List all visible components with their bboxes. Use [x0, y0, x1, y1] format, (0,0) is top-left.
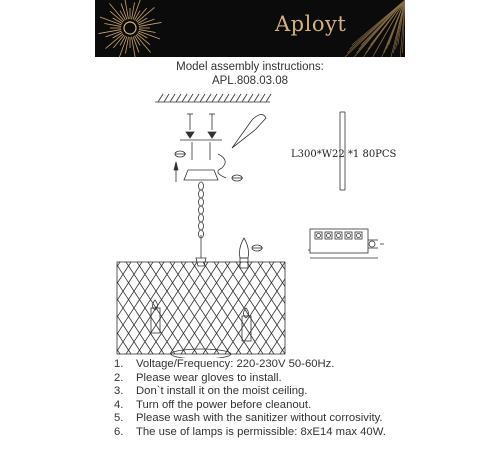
assembly-diagram [0, 90, 500, 358]
ceiling-hatch [158, 94, 271, 102]
assembly-title: Model assembly instructions: [176, 61, 324, 73]
bulb-icon [240, 238, 249, 258]
shade-mesh [60, 262, 373, 354]
part-spec-label: L300*W22 *1 80PCS [291, 149, 397, 160]
ceiling-canopy [184, 170, 218, 180]
instruction-item: 1. Voltage/Frequency: 220-230V 50-60Hz. [114, 358, 335, 370]
instruction-item: 5. Please wash with the sanitizer without corrosivity. [114, 412, 383, 425]
screwdriver-icon [218, 114, 266, 178]
brand-name: Aployt [275, 12, 347, 36]
rotate-arrow-icon [175, 151, 263, 251]
sunburst-logo-icon [95, 0, 405, 57]
model-number: APL.808.03.08 [211, 75, 289, 87]
suspension-chain [199, 182, 204, 238]
mounting-screws [180, 114, 222, 160]
instruction-item: 6. The use of lamps is permissible: 8xE14 max 40W. [114, 425, 386, 438]
shade-bottom [171, 349, 231, 358]
instruction-item: 4. Turn off the power before cleanout. [114, 398, 312, 411]
instruction-list [114, 358, 386, 440]
instruction-item: 3. Don`t install it on the moist ceiling. [114, 385, 308, 398]
instruction-item: 2. Please wear gloves to install. [114, 371, 282, 384]
candle-left [151, 300, 160, 333]
brand-banner [95, 0, 405, 57]
terminal-block [308, 229, 384, 258]
